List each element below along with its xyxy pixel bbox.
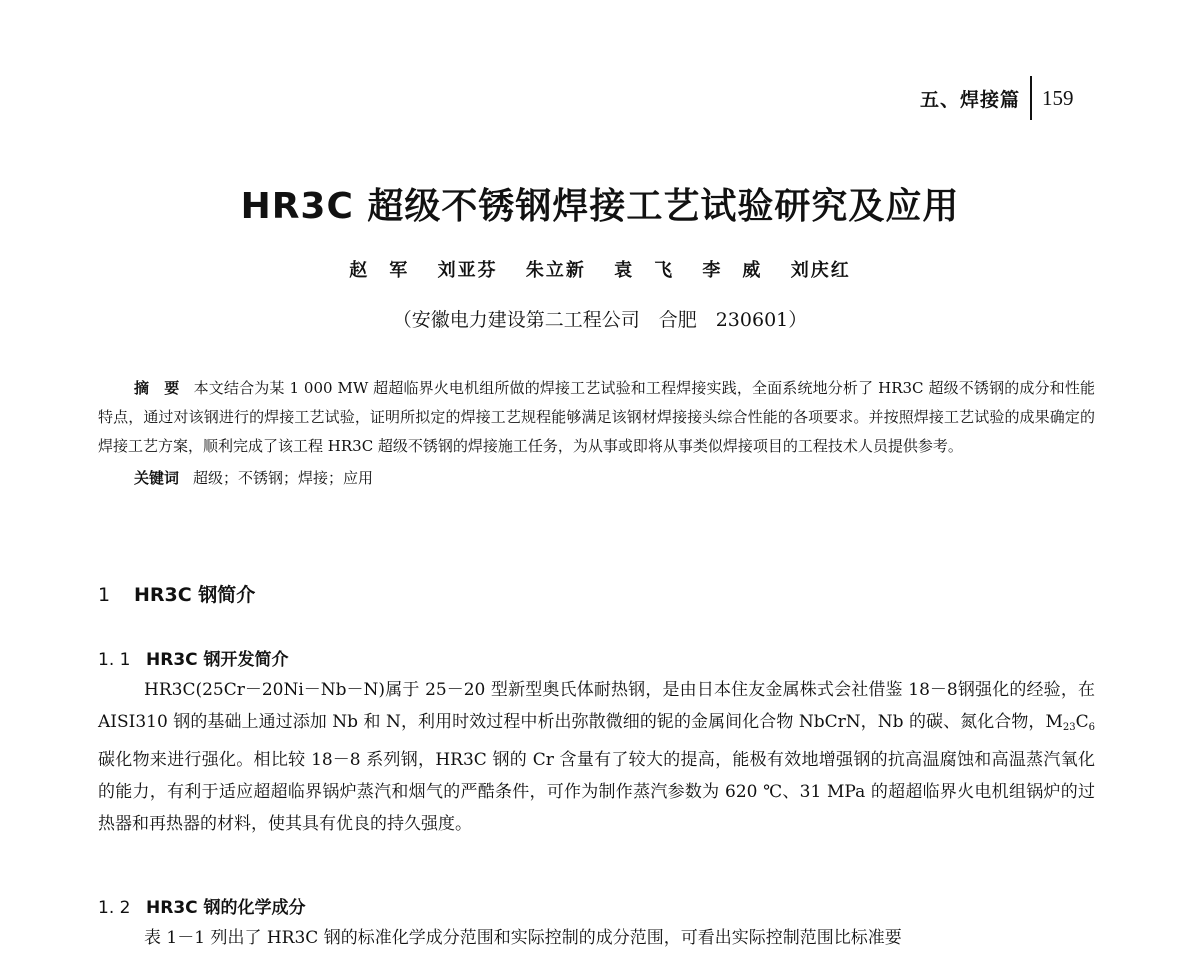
- abstract-paragraph: [98, 374, 1095, 461]
- keywords-line: [98, 464, 1095, 493]
- running-head-divider: [1030, 76, 1032, 120]
- page-number: 159: [1042, 85, 1074, 110]
- body-text: [98, 674, 1095, 840]
- subsection-number: 1. 1: [98, 650, 131, 670]
- subsection-heading: [98, 893, 306, 918]
- subsection-number: 1. 2: [98, 898, 131, 918]
- author-list: [0, 256, 1200, 282]
- subsection-title: HR3C 钢开发简介: [146, 650, 289, 670]
- section-heading: [98, 580, 255, 607]
- section-title: HR3C 钢简介: [134, 584, 256, 606]
- abstract-text: 本文结合为某 1 000 MW 超超临界火电机组所做的焊接工艺试验和工程焊接实践，全面系统地分析了 HR3C 超级不锈钢的成分和性能特点，通过对该钢进行的焊接工艺试验，证明所拟定的焊接工艺规程能够满足该钢材焊接接头综合性能的各项要求。并按照焊接工艺试验的成果确定的焊接工艺方案，顺利完成了该工程 HR3C 超级不锈钢的焊接施工任务，为从事或即将从事类似焊接项目的工程技术人员提供参考。: [98, 379, 1095, 455]
- keywords-text: 超级；不锈钢；焊接；应用: [193, 469, 374, 487]
- author: 袁 飞: [614, 260, 675, 281]
- affiliation: （安徽电力建设第二工程公司 合肥 230601）: [392, 309, 808, 331]
- body-text: [98, 922, 1095, 954]
- author: 李 威: [702, 260, 763, 281]
- abstract-block: [98, 374, 1095, 493]
- running-head-section: 五、焊接篇: [920, 88, 1021, 111]
- body-paragraph: 表 1－1 列出了 HR3C 钢的标准化学成分范围和实际控制的成分范围，可看出实际控制范围比标准要: [144, 928, 902, 948]
- keywords-label: 关键词: [134, 469, 180, 487]
- abstract-label: 摘 要: [134, 379, 180, 397]
- author: 刘亚芬: [437, 260, 498, 281]
- subsection-title: HR3C 钢的化学成分: [146, 898, 306, 918]
- author: 朱立新: [525, 260, 586, 281]
- body-paragraph: HR3C(25Cr－20Ni－Nb－N)属于 25－20 型新型奥氏体耐热钢，是由日本住友金属株式会社借鉴 18－8钢强化的经验，在 AISI310 钢的基础上通过添加 Nb 和 N，利用时效过程中析出弥散微细的铌的金属间化合物 NbCrN，Nb 的碳、氮化合物，$M_{23}C_6$碳化物来进行强化。相比较 18－8 系列钢，HR3C 钢的 Cr 含量有了较大的提高，能极有效地增强钢的抗高温腐蚀和高温蒸汽氧化的能力，有利于适应超超临界锅炉蒸汽和烟气的严酷条件，可作为制作蒸汽参数为 620 ℃、31 MPa 的超超临界火电机组锅炉的过热器和再热器的材料，使其具有优良的持久强度。: [98, 680, 1095, 834]
- author: 刘庆红: [790, 260, 851, 281]
- paper-title: HR3C 超级不锈钢焊接工艺试验研究及应用: [240, 186, 960, 227]
- author: 赵 军: [349, 260, 410, 281]
- section-number: 1: [98, 584, 111, 606]
- running-head: [920, 78, 1074, 118]
- subsection-heading: [98, 645, 289, 670]
